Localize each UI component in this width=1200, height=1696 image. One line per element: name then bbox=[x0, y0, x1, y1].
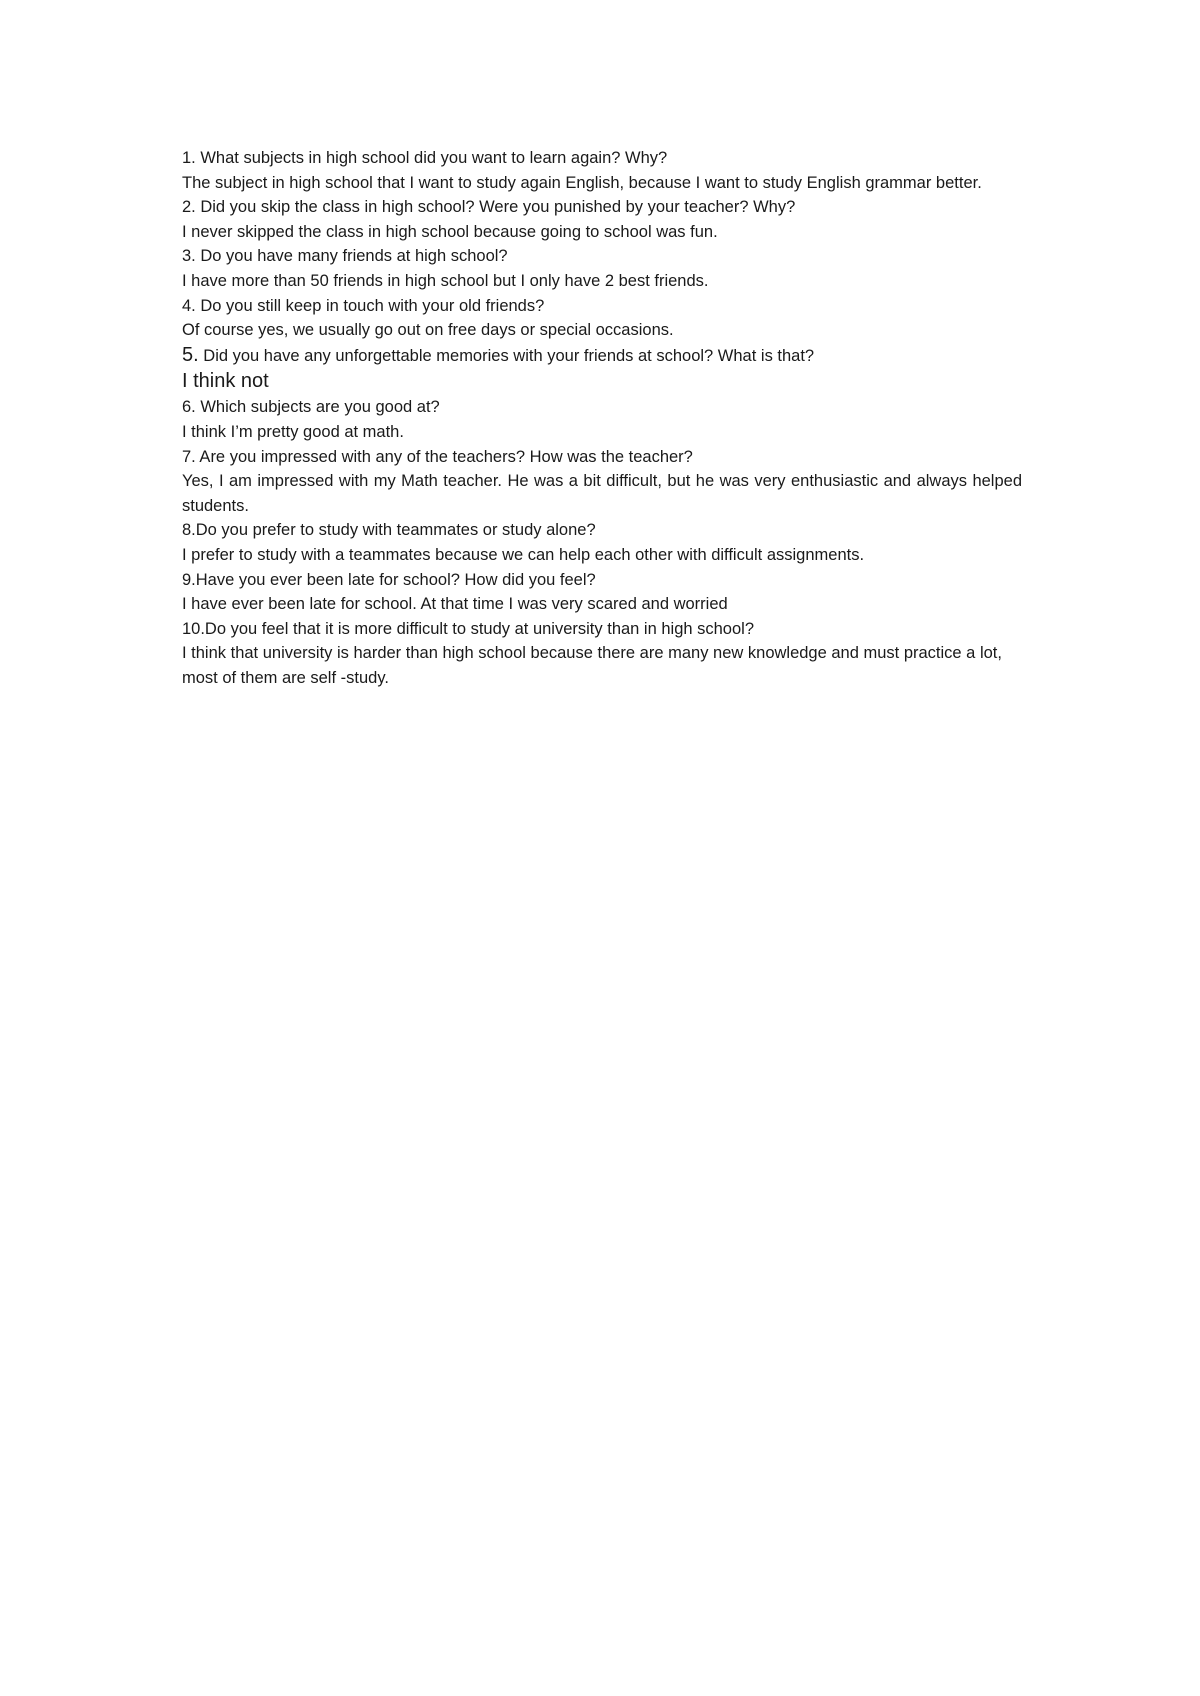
question-4: 4. Do you still keep in touch with your old friends? bbox=[182, 296, 545, 315]
document-body bbox=[182, 146, 1022, 690]
answer-3: I have more than 50 friends in high school but I only have 2 best friends. bbox=[182, 271, 709, 290]
question-2: 2. Did you skip the class in high school? Were you punished by your teacher? Why? bbox=[182, 198, 796, 217]
question-10: 10.Do you feel that it is more difficult to study at university than in high school? bbox=[182, 619, 755, 638]
question-7: 7. Are you impressed with any of the teachers? How was the teacher? bbox=[182, 447, 693, 466]
answer-1: The subject in high school that I want to study again English, because I want to study English grammar better. bbox=[182, 173, 982, 192]
question-3: 3. Do you have many friends at high school? bbox=[182, 247, 508, 266]
answer-6: I think I’m pretty good at math. bbox=[182, 422, 404, 441]
answer-7: Yes, I am impressed with my Math teacher. He was a bit difficult, but he was very enthusiastic and always helped students. bbox=[182, 472, 1022, 515]
question-5 bbox=[182, 343, 1022, 369]
answer-10: I think that university is harder than high school because there are many new knowledge and must practice a lot, most of them are self -study. bbox=[182, 644, 1002, 687]
question-8: 8.Do you prefer to study with teammates or study alone? bbox=[182, 521, 596, 540]
question-5-text: Did you have any unforgettable memories with your friends at school? What is that? bbox=[203, 346, 815, 365]
question-6: 6. Which subjects are you good at? bbox=[182, 398, 440, 417]
answer-5: I think not bbox=[182, 370, 269, 393]
question-1: 1. What subjects in high school did you want to learn again? Why? bbox=[182, 149, 668, 167]
question-9: 9.Have you ever been late for school? How did you feel? bbox=[182, 570, 596, 589]
answer-4: Of course yes, we usually go out on free days or special occasions. bbox=[182, 321, 674, 340]
answer-2: I never skipped the class in high school because going to school was fun. bbox=[182, 222, 718, 241]
answer-8: I prefer to study with a teammates because we can help each other with difficult assignments. bbox=[182, 545, 865, 564]
answer-9: I have ever been late for school. At that time I was very scared and worried bbox=[182, 595, 728, 614]
question-5-number: 5. bbox=[182, 343, 199, 366]
